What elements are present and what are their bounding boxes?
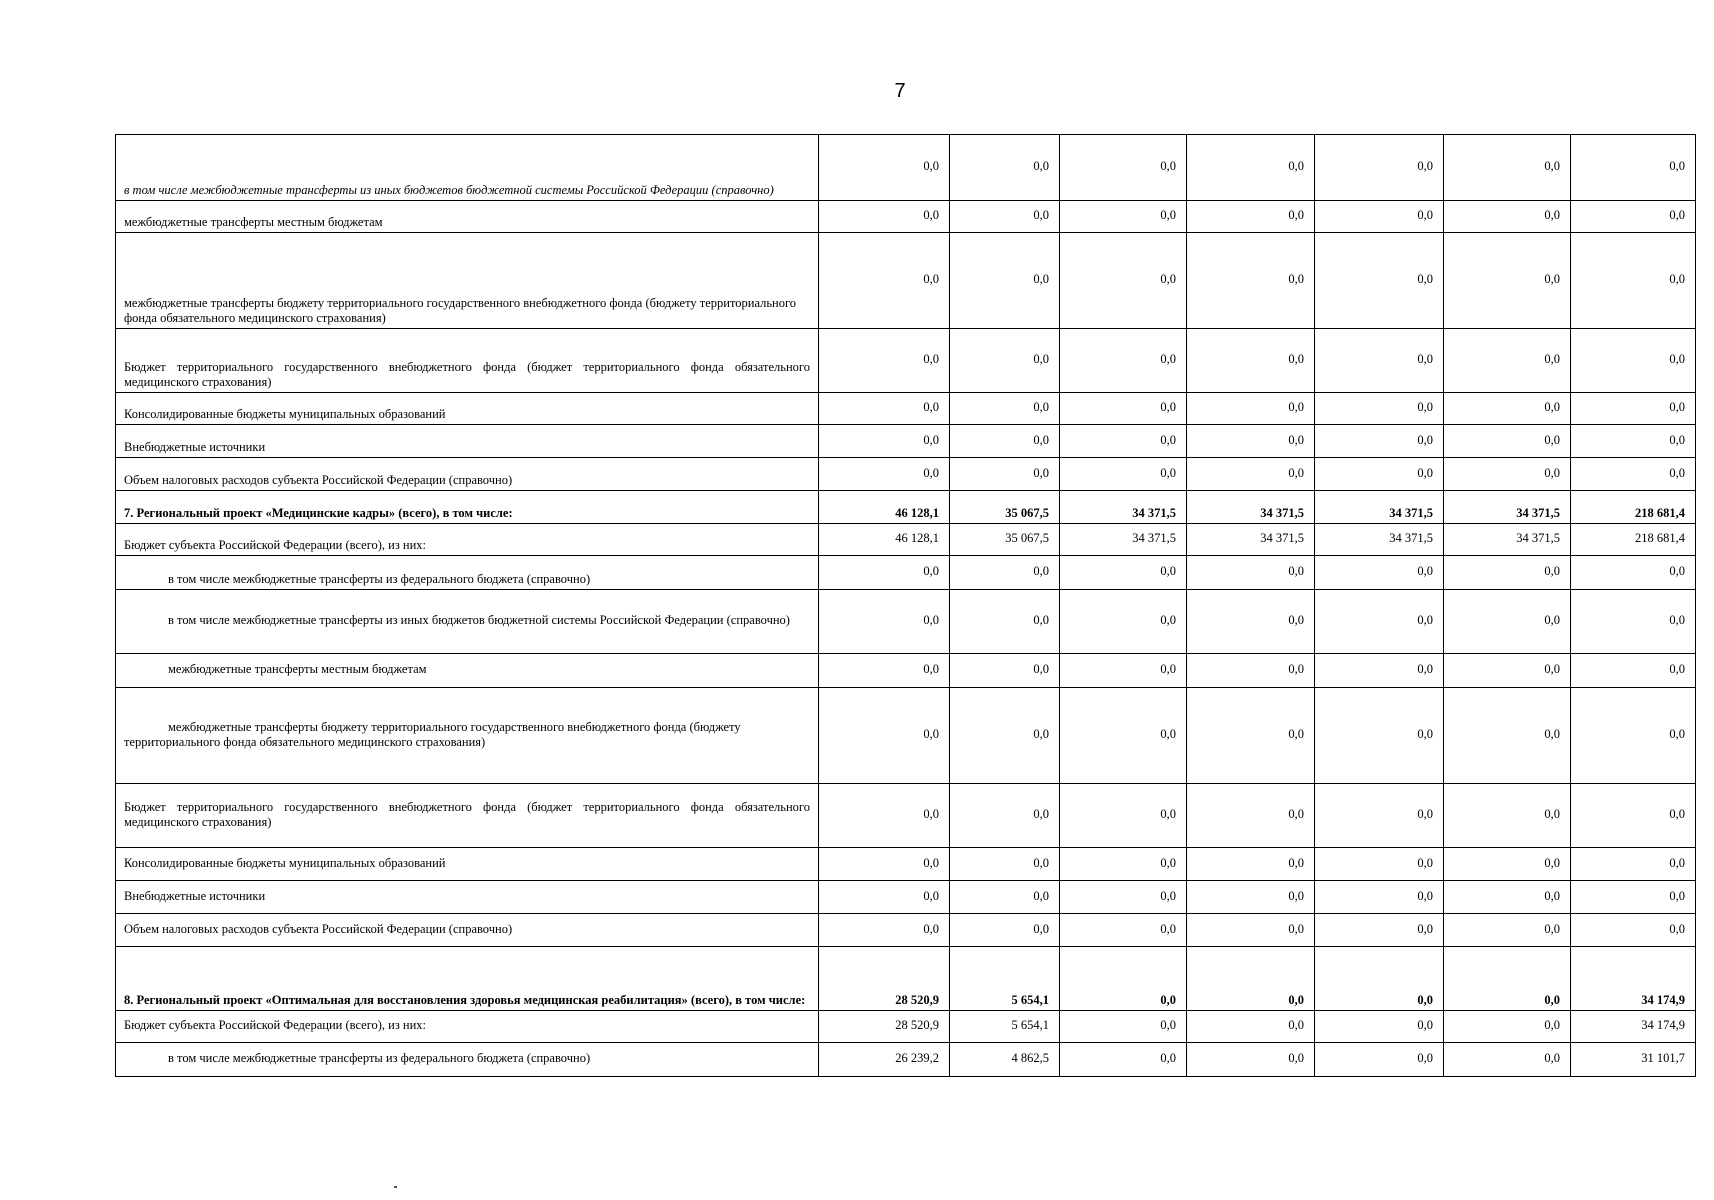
value-cell: 0,0 — [1187, 458, 1315, 491]
value-cell: 0,0 — [1187, 784, 1315, 848]
value-cell: 0,0 — [1315, 881, 1444, 914]
row-label-text: межбюджетные трансферты бюджету территориального государственного внебюджетного фонда (бюджету территориального фонда обязательного медицинского страхования) — [124, 719, 741, 749]
table-row — [116, 590, 1696, 654]
value-cell: 0,0 — [1187, 393, 1315, 425]
row-label: межбюджетные трансферты бюджету территориального государственного внебюджетного фонда (бюджету территориального фонда обязательного медицинского страхования) — [116, 233, 819, 329]
table-row — [116, 393, 1696, 425]
value-cell: 0,0 — [819, 556, 950, 590]
value-cell: 0,0 — [1571, 201, 1696, 233]
row-label: Объем налоговых расходов субъекта Российской Федерации (справочно) — [116, 458, 819, 491]
value-cell: 28 520,9 — [819, 947, 950, 1011]
value-cell: 0,0 — [819, 393, 950, 425]
table-row — [116, 233, 1696, 329]
table-row — [116, 914, 1696, 947]
value-cell: 0,0 — [1060, 947, 1187, 1011]
value-cell: 0,0 — [950, 784, 1060, 848]
value-cell: 0,0 — [819, 233, 950, 329]
row-label: 8. Региональный проект «Оптимальная для восстановления здоровья медицинская реабилитация» (всего), в том числе: — [116, 947, 819, 1011]
value-cell: 0,0 — [1571, 393, 1696, 425]
value-cell: 0,0 — [1060, 425, 1187, 458]
value-cell: 0,0 — [950, 329, 1060, 393]
row-label: межбюджетные трансферты местным бюджетам — [116, 201, 819, 233]
page-number: 7 — [894, 80, 906, 102]
value-cell: 34 371,5 — [1315, 491, 1444, 524]
value-cell: 0,0 — [1315, 329, 1444, 393]
value-cell: 0,0 — [1060, 914, 1187, 947]
table-row — [116, 201, 1696, 233]
value-cell: 34 371,5 — [1187, 524, 1315, 556]
table-row — [116, 524, 1696, 556]
budget-table — [115, 134, 1696, 1077]
value-cell: 0,0 — [1315, 590, 1444, 654]
value-cell: 34 371,5 — [1060, 491, 1187, 524]
value-cell: 0,0 — [1315, 947, 1444, 1011]
value-cell: 0,0 — [1444, 590, 1571, 654]
row-label — [116, 688, 819, 784]
value-cell: 0,0 — [950, 914, 1060, 947]
value-cell: 0,0 — [1060, 881, 1187, 914]
value-cell: 34 174,9 — [1571, 1011, 1696, 1043]
row-label: Бюджет территориального государственного внебюджетного фонда (бюджет территориального фонда обязательного медицинского страхования) — [116, 784, 819, 848]
value-cell: 0,0 — [1060, 458, 1187, 491]
value-cell: 0,0 — [1187, 1011, 1315, 1043]
value-cell: 0,0 — [1060, 556, 1187, 590]
value-cell: 0,0 — [1444, 848, 1571, 881]
value-cell: 0,0 — [950, 881, 1060, 914]
value-cell: 35 067,5 — [950, 491, 1060, 524]
value-cell: 0,0 — [950, 393, 1060, 425]
row-label — [116, 590, 819, 654]
value-cell: 0,0 — [1060, 784, 1187, 848]
value-cell: 0,0 — [1060, 233, 1187, 329]
table-row — [116, 947, 1696, 1011]
value-cell: 0,0 — [819, 688, 950, 784]
value-cell: 0,0 — [819, 458, 950, 491]
value-cell: 0,0 — [1444, 556, 1571, 590]
table-row — [116, 654, 1696, 688]
value-cell: 0,0 — [950, 590, 1060, 654]
value-cell: 0,0 — [819, 135, 950, 201]
value-cell: 0,0 — [1571, 688, 1696, 784]
value-cell: 0,0 — [1060, 590, 1187, 654]
table-row — [116, 1043, 1696, 1077]
table-row — [116, 784, 1696, 848]
value-cell: 0,0 — [1187, 947, 1315, 1011]
value-cell: 0,0 — [819, 881, 950, 914]
table-row — [116, 458, 1696, 491]
value-cell: 0,0 — [1571, 784, 1696, 848]
value-cell: 0,0 — [1444, 654, 1571, 688]
value-cell: 0,0 — [950, 556, 1060, 590]
value-cell: 34 371,5 — [1187, 491, 1315, 524]
value-cell: 0,0 — [1060, 393, 1187, 425]
value-cell: 46 128,1 — [819, 524, 950, 556]
value-cell: 0,0 — [1187, 135, 1315, 201]
value-cell: 0,0 — [1444, 393, 1571, 425]
value-cell: 0,0 — [1571, 556, 1696, 590]
value-cell: 0,0 — [1571, 458, 1696, 491]
value-cell: 0,0 — [950, 848, 1060, 881]
value-cell: 0,0 — [1444, 914, 1571, 947]
value-cell: 0,0 — [1187, 556, 1315, 590]
value-cell: 0,0 — [1315, 135, 1444, 201]
row-label: Внебюджетные источники — [116, 425, 819, 458]
value-cell: 35 067,5 — [950, 524, 1060, 556]
value-cell: 0,0 — [1060, 201, 1187, 233]
value-cell: 34 371,5 — [1444, 491, 1571, 524]
value-cell: 0,0 — [950, 135, 1060, 201]
row-label: Бюджет субъекта Российской Федерации (всего), из них: — [116, 1011, 819, 1043]
value-cell: 0,0 — [819, 848, 950, 881]
value-cell: 0,0 — [1444, 135, 1571, 201]
value-cell: 0,0 — [950, 688, 1060, 784]
value-cell: 0,0 — [1571, 914, 1696, 947]
table-row — [116, 688, 1696, 784]
scan-speck — [394, 1186, 397, 1188]
row-label: Внебюджетные источники — [116, 881, 819, 914]
value-cell: 0,0 — [1571, 135, 1696, 201]
value-cell: 0,0 — [1444, 688, 1571, 784]
value-cell: 0,0 — [1571, 233, 1696, 329]
value-cell: 0,0 — [819, 201, 950, 233]
table-row — [116, 425, 1696, 458]
value-cell: 0,0 — [1060, 329, 1187, 393]
value-cell: 0,0 — [1187, 914, 1315, 947]
value-cell: 34 371,5 — [1060, 524, 1187, 556]
table-row — [116, 329, 1696, 393]
value-cell: 0,0 — [1315, 458, 1444, 491]
value-cell: 0,0 — [1315, 848, 1444, 881]
value-cell: 0,0 — [1571, 654, 1696, 688]
value-cell: 0,0 — [1444, 881, 1571, 914]
row-label-text: в том числе межбюджетные трансферты из иных бюджетов бюджетной системы Российской Федерации (справочно) — [168, 613, 790, 627]
row-label: межбюджетные трансферты местным бюджетам — [116, 654, 819, 688]
value-cell: 0,0 — [1315, 914, 1444, 947]
value-cell: 0,0 — [819, 590, 950, 654]
value-cell: 0,0 — [1315, 233, 1444, 329]
row-label: Бюджет территориального государственного внебюджетного фонда (бюджет территориального фонда обязательного медицинского страхования) — [116, 329, 819, 393]
table-row — [116, 1011, 1696, 1043]
value-cell: 0,0 — [1444, 458, 1571, 491]
value-cell: 0,0 — [819, 425, 950, 458]
value-cell: 0,0 — [819, 784, 950, 848]
value-cell: 0,0 — [1315, 425, 1444, 458]
row-label: в том числе межбюджетные трансферты из федерального бюджета (справочно) — [116, 1043, 819, 1077]
value-cell: 0,0 — [950, 425, 1060, 458]
value-cell: 0,0 — [1187, 201, 1315, 233]
value-cell: 0,0 — [1187, 688, 1315, 784]
value-cell: 0,0 — [1571, 848, 1696, 881]
value-cell: 0,0 — [819, 654, 950, 688]
value-cell: 0,0 — [950, 233, 1060, 329]
value-cell: 0,0 — [1315, 1043, 1444, 1077]
value-cell: 0,0 — [1187, 848, 1315, 881]
value-cell: 4 862,5 — [950, 1043, 1060, 1077]
table-row — [116, 491, 1696, 524]
value-cell: 0,0 — [1444, 1043, 1571, 1077]
row-label: Бюджет субъекта Российской Федерации (всего), из них: — [116, 524, 819, 556]
value-cell: 5 654,1 — [950, 947, 1060, 1011]
value-cell: 0,0 — [950, 458, 1060, 491]
value-cell: 0,0 — [1060, 1043, 1187, 1077]
value-cell: 0,0 — [1060, 135, 1187, 201]
value-cell: 0,0 — [1060, 654, 1187, 688]
value-cell: 0,0 — [819, 914, 950, 947]
table-row — [116, 881, 1696, 914]
value-cell: 28 520,9 — [819, 1011, 950, 1043]
value-cell: 218 681,4 — [1571, 524, 1696, 556]
value-cell: 0,0 — [1444, 1011, 1571, 1043]
value-cell: 0,0 — [1187, 329, 1315, 393]
value-cell: 0,0 — [1571, 590, 1696, 654]
value-cell: 0,0 — [1187, 881, 1315, 914]
value-cell: 0,0 — [1315, 556, 1444, 590]
value-cell: 0,0 — [1571, 329, 1696, 393]
value-cell: 0,0 — [1187, 233, 1315, 329]
value-cell: 0,0 — [1444, 425, 1571, 458]
table-row — [116, 556, 1696, 590]
value-cell: 0,0 — [1444, 233, 1571, 329]
value-cell: 0,0 — [819, 329, 950, 393]
value-cell: 0,0 — [1187, 1043, 1315, 1077]
value-cell: 0,0 — [1444, 947, 1571, 1011]
value-cell: 0,0 — [1187, 654, 1315, 688]
value-cell: 46 128,1 — [819, 491, 950, 524]
value-cell: 0,0 — [950, 654, 1060, 688]
value-cell: 0,0 — [1060, 1011, 1187, 1043]
value-cell: 0,0 — [1571, 881, 1696, 914]
row-label: 7. Региональный проект «Медицинские кадры» (всего), в том числе: — [116, 491, 819, 524]
value-cell: 0,0 — [950, 201, 1060, 233]
value-cell: 31 101,7 — [1571, 1043, 1696, 1077]
table-row — [116, 848, 1696, 881]
value-cell: 34 174,9 — [1571, 947, 1696, 1011]
row-label: в том числе межбюджетные трансферты из федерального бюджета (справочно) — [116, 556, 819, 590]
value-cell: 26 239,2 — [819, 1043, 950, 1077]
value-cell: 0,0 — [1315, 201, 1444, 233]
row-label: Консолидированные бюджеты муниципальных образований — [116, 393, 819, 425]
value-cell: 34 371,5 — [1315, 524, 1444, 556]
row-label: Объем налоговых расходов субъекта Российской Федерации (справочно) — [116, 914, 819, 947]
value-cell: 0,0 — [1315, 654, 1444, 688]
value-cell: 34 371,5 — [1444, 524, 1571, 556]
row-label: в том числе межбюджетные трансферты из иных бюджетов бюджетной системы Российской Федерации (справочно) — [116, 135, 819, 201]
value-cell: 0,0 — [1444, 329, 1571, 393]
value-cell: 0,0 — [1060, 688, 1187, 784]
value-cell: 5 654,1 — [950, 1011, 1060, 1043]
value-cell: 0,0 — [1444, 784, 1571, 848]
table-row — [116, 135, 1696, 201]
value-cell: 0,0 — [1187, 425, 1315, 458]
value-cell: 0,0 — [1571, 425, 1696, 458]
value-cell: 0,0 — [1315, 1011, 1444, 1043]
value-cell: 0,0 — [1444, 201, 1571, 233]
row-label: Консолидированные бюджеты муниципальных образований — [116, 848, 819, 881]
value-cell: 0,0 — [1187, 590, 1315, 654]
value-cell: 218 681,4 — [1571, 491, 1696, 524]
value-cell: 0,0 — [1315, 393, 1444, 425]
value-cell: 0,0 — [1315, 784, 1444, 848]
value-cell: 0,0 — [1060, 848, 1187, 881]
value-cell: 0,0 — [1315, 688, 1444, 784]
